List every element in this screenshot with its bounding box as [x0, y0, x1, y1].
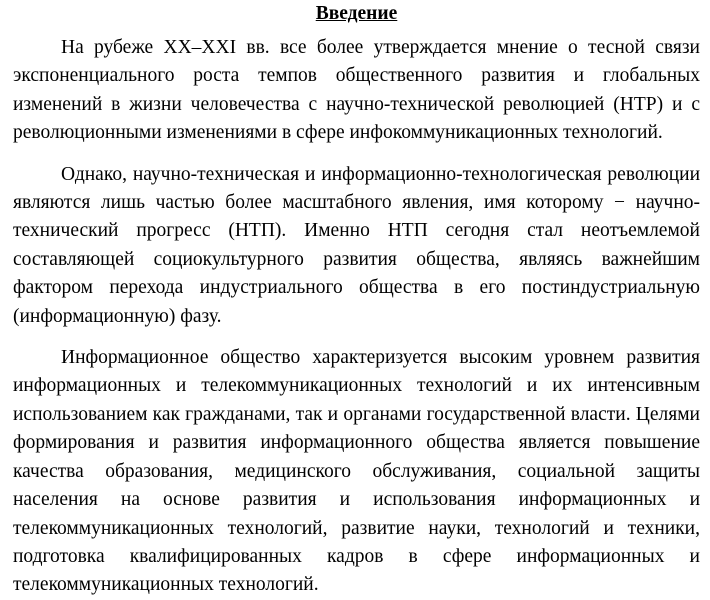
document-title: Введение: [315, 3, 398, 24]
paragraph-1: На рубеже XX–XXI вв. все более утверждается мнение о тесной связи экспоненциального роста темпов общественного развития и глобальных изменений в жизни человечества с научно-технической революцией (НТР) и с революционными изменениями в сфере инфокоммуникационных технологий.: [13, 37, 700, 144]
paragraph-3: Информационное общество характеризуется высоким уровнем развития информационных и телекоммуникационных технологий и их интенсивным использованием как гражданами, так и органами государственной власти. Целями формирования и развития информационного общества является повышение качества образования, медицинского обслуживания, социальной защиты населения на основе развития и использования информационных и телекоммуникационных технологий, развитие науки, технологий и техники, подготовка квалифицированных кадров в сфере информационных и телекоммуникационных технологий.: [13, 347, 700, 596]
paragraph-2: Однако, научно-техническая и информационно-технологическая революции являются лишь частью более масштабного явления, имя которому − научно-технический прогресс (НТП). Именно НТП сегодня стал неотъемлемой составляющей социокультурного развития общества, являясь важнейшим фактором перехода индустриального общества в его постиндустриальную (информационную) фазу.: [13, 163, 700, 327]
